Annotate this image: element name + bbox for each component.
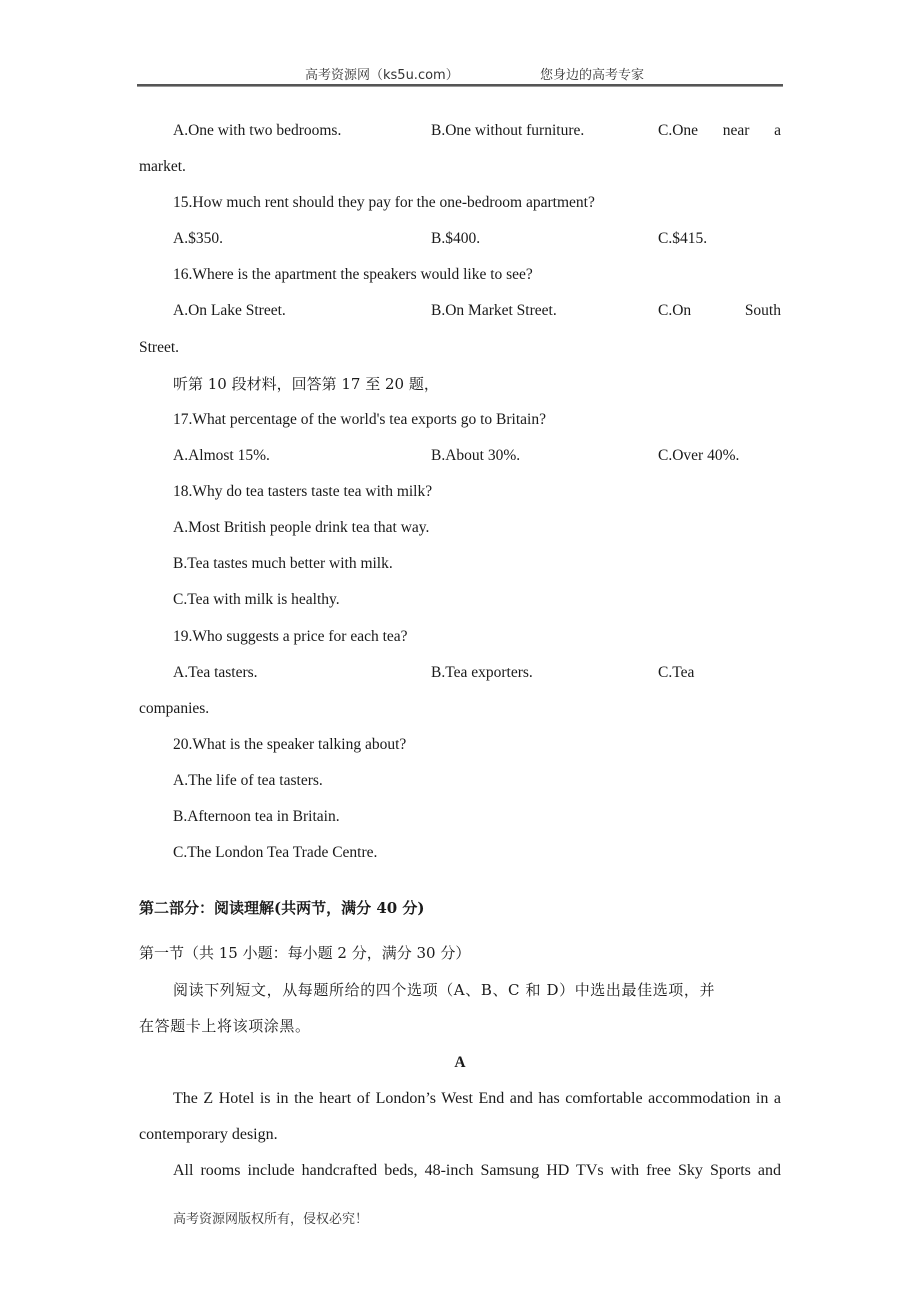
q19-option-c-continued: companies. [139, 700, 210, 717]
q14-option-c-word: a [774, 122, 781, 139]
q17-option-a: A.Almost 15%. [173, 447, 270, 464]
q15-option-a: A.$350. [173, 230, 223, 247]
q15-option-b: B.$400. [431, 230, 481, 247]
header-site-name: 高考资源网（ks5u.com） [305, 68, 459, 83]
q16-option-c-continued: Street. [139, 339, 180, 356]
q18-option-c: C.Tea with milk is healthy. [173, 591, 340, 608]
passage-paragraph-2-line-1: All rooms include handcrafted beds, 48-inch Samsung HD TVs with free Sky Sports and [173, 1162, 781, 1179]
q19-option-b: B.Tea exporters. [431, 664, 533, 681]
q19-option-a: A.Tea tasters. [173, 664, 258, 681]
q14-option-c-continued: market. [139, 158, 186, 175]
listening-section-note: 听第 10 段材料，回答第 17 至 20 题， [173, 375, 439, 393]
q16-option-c-word: South [744, 302, 781, 319]
part2-instruction-line2: 在答题卡上将该项涂黑。 [139, 1017, 311, 1035]
q19-question: 19.Who suggests a price for each tea? [173, 628, 408, 645]
q18-option-a: A.Most British people drink tea that way. [173, 519, 430, 536]
q15-question: 15.How much rent should they pay for the one-bedroom apartment? [173, 194, 595, 211]
q14-option-c-word: C.One [658, 122, 699, 139]
q20-option-c: C.The London Tea Trade Centre. [173, 844, 378, 861]
q16-option-b: B.On Market Street. [431, 302, 557, 319]
q15-option-c: C.$415. [658, 230, 708, 247]
passage-paragraph-1-line-2: contemporary design. [139, 1126, 278, 1143]
q20-option-b: B.Afternoon tea in Britain. [173, 808, 340, 825]
header-divider [137, 84, 783, 87]
q18-question: 18.Why do tea tasters taste tea with milk? [173, 483, 433, 500]
part2-title: 第二部分：阅读理解(共两节，满分 40 分) [139, 899, 425, 917]
passage-paragraph-1-line-1: The Z Hotel is in the heart of London’s West End and has comfortable accommodation in a [173, 1090, 781, 1107]
q16-question: 16.Where is the apartment the speakers would like to see? [173, 266, 533, 283]
q16-option-c [658, 301, 781, 321]
page-footer-copyright: 高考资源网版权所有，侵权必究！ [173, 1212, 369, 1227]
q19-option-c: C.Tea [658, 664, 695, 681]
q14-option-c-word: near [722, 122, 750, 139]
q16-option-c-word: C.On [658, 302, 692, 319]
q20-option-a: A.The life of tea tasters. [173, 772, 323, 789]
q18-option-b: B.Tea tastes much better with milk. [173, 555, 393, 572]
q14-option-c [658, 121, 781, 141]
header-slogan: 您身边的高考专家 [540, 68, 645, 83]
q16-option-a: A.On Lake Street. [173, 302, 286, 319]
page-header [137, 64, 783, 86]
passage-label: A [454, 1054, 466, 1071]
q17-question: 17.What percentage of the world's tea exports go to Britain? [173, 411, 546, 428]
q14-option-b: B.One without furniture. [431, 122, 585, 139]
part2-section1-heading: 第一节（共 15 小题：每小题 2 分，满分 30 分） [139, 944, 471, 962]
q17-option-b: B.About 30%. [431, 447, 521, 464]
part2-instruction-line1: 阅读下列短文，从每题所给的四个选项（A、B、C 和 D）中选出最佳选项，并 [173, 981, 716, 999]
q20-question: 20.What is the speaker talking about? [173, 736, 407, 753]
q17-option-c: C.Over 40%. [658, 447, 740, 464]
q14-option-a: A.One with two bedrooms. [173, 122, 342, 139]
